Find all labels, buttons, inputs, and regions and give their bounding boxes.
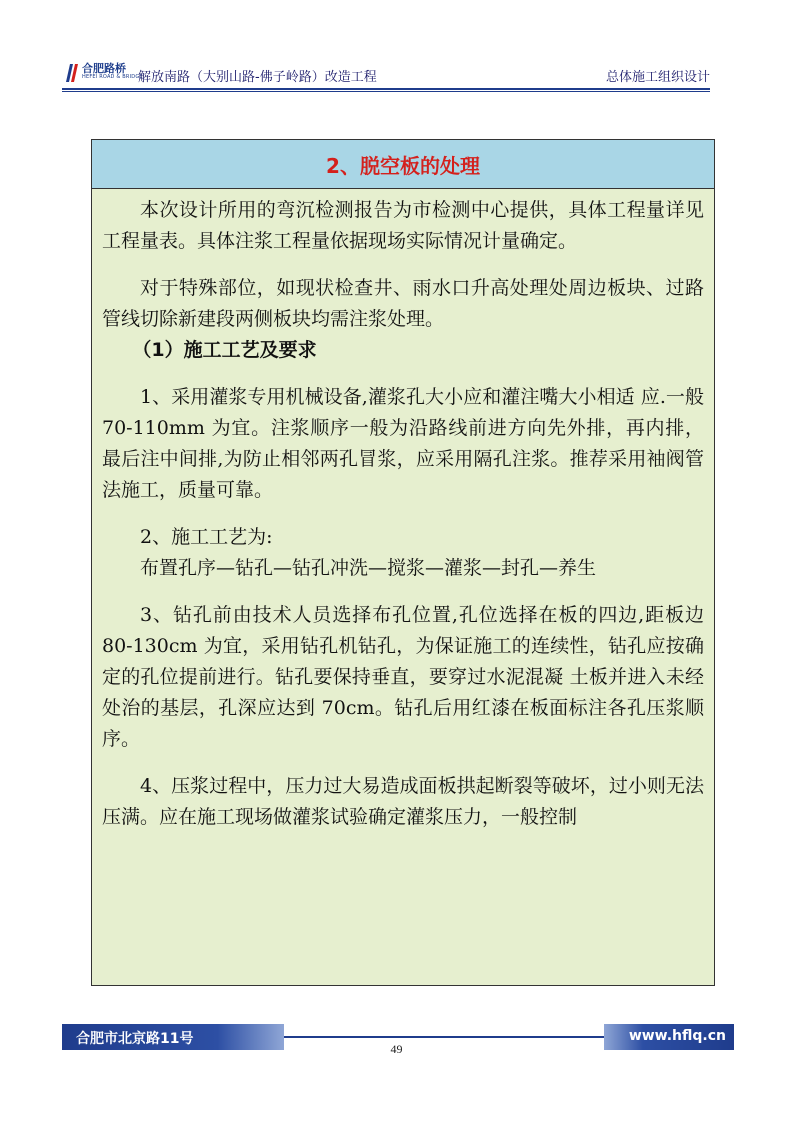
logo-text: 合肥路桥	[82, 62, 126, 75]
content-box	[91, 139, 715, 986]
logo-mark-icon	[64, 62, 80, 84]
paragraph: 对于特殊部位，如现状检查井、雨水口升高处理处周边板块、过路管线切除新建段两侧板块均需注浆处理。	[102, 277, 704, 330]
section-title-band	[92, 140, 714, 189]
section-title: 2、脱空板的处理	[326, 153, 480, 178]
header-divider	[62, 88, 710, 90]
list-item: 2、施工工艺为:	[140, 526, 273, 548]
company-logo	[62, 58, 143, 90]
footer-address: 合肥市北京路11号	[76, 1031, 194, 1047]
list-item: 4、压浆过程中，压力过大易造成面板拱起断裂等破坏，过小则无法压满。应在施工现场做灌浆试验确定灌浆压力，一般控制	[102, 775, 704, 828]
list-item: 1、采用灌浆专用机械设备,灌浆孔大小应和灌注嘴大小相适 应.一般 70-110mm 为宜。注浆顺序一般为沿路线前进方向先外排，再内排，最后注中间排,为防止相邻两孔冒浆，应采用隔孔注浆。推荐采用袖阀管法施工，质量可靠。	[102, 386, 704, 501]
document-type: 总体施工组织设计	[605, 70, 710, 85]
logo-subtitle: HEFEI ROAD & BRIDGE	[82, 74, 143, 80]
footer-divider	[284, 1036, 614, 1038]
project-name: 解放南路（大别山路-佛子岭路）改造工程	[138, 70, 377, 85]
page-header	[62, 58, 732, 90]
list-item: 3、钻孔前由技术人员选择布孔位置,孔位选择在板的四边,距板边 80-130cm 为宜，采用钻孔机钻孔，为保证施工的连续性，钻孔应按确定的孔位提前进行。钻孔要保持垂直，要穿过水泥混凝 土板并进入未经处治的基层，孔深应达到 70cm。钻孔后用红漆在板面标注各孔压浆顺序。	[102, 604, 704, 750]
subheading: （1）施工工艺及要求	[132, 339, 317, 361]
paragraph: 本次设计所用的弯沉检测报告为市检测中心提供，具体工程量详见工程量表。具体注浆工程量依据现场实际情况计量确定。	[102, 199, 704, 252]
header-divider-thin	[62, 91, 710, 92]
page-number: 49	[390, 1042, 403, 1056]
section-body	[92, 189, 714, 833]
process-flow: 布置孔序—钻孔—钻孔冲洗—搅浆—灌浆—封孔—养生	[140, 557, 597, 579]
footer-website[interactable]: www.hflq.cn	[628, 1028, 726, 1044]
